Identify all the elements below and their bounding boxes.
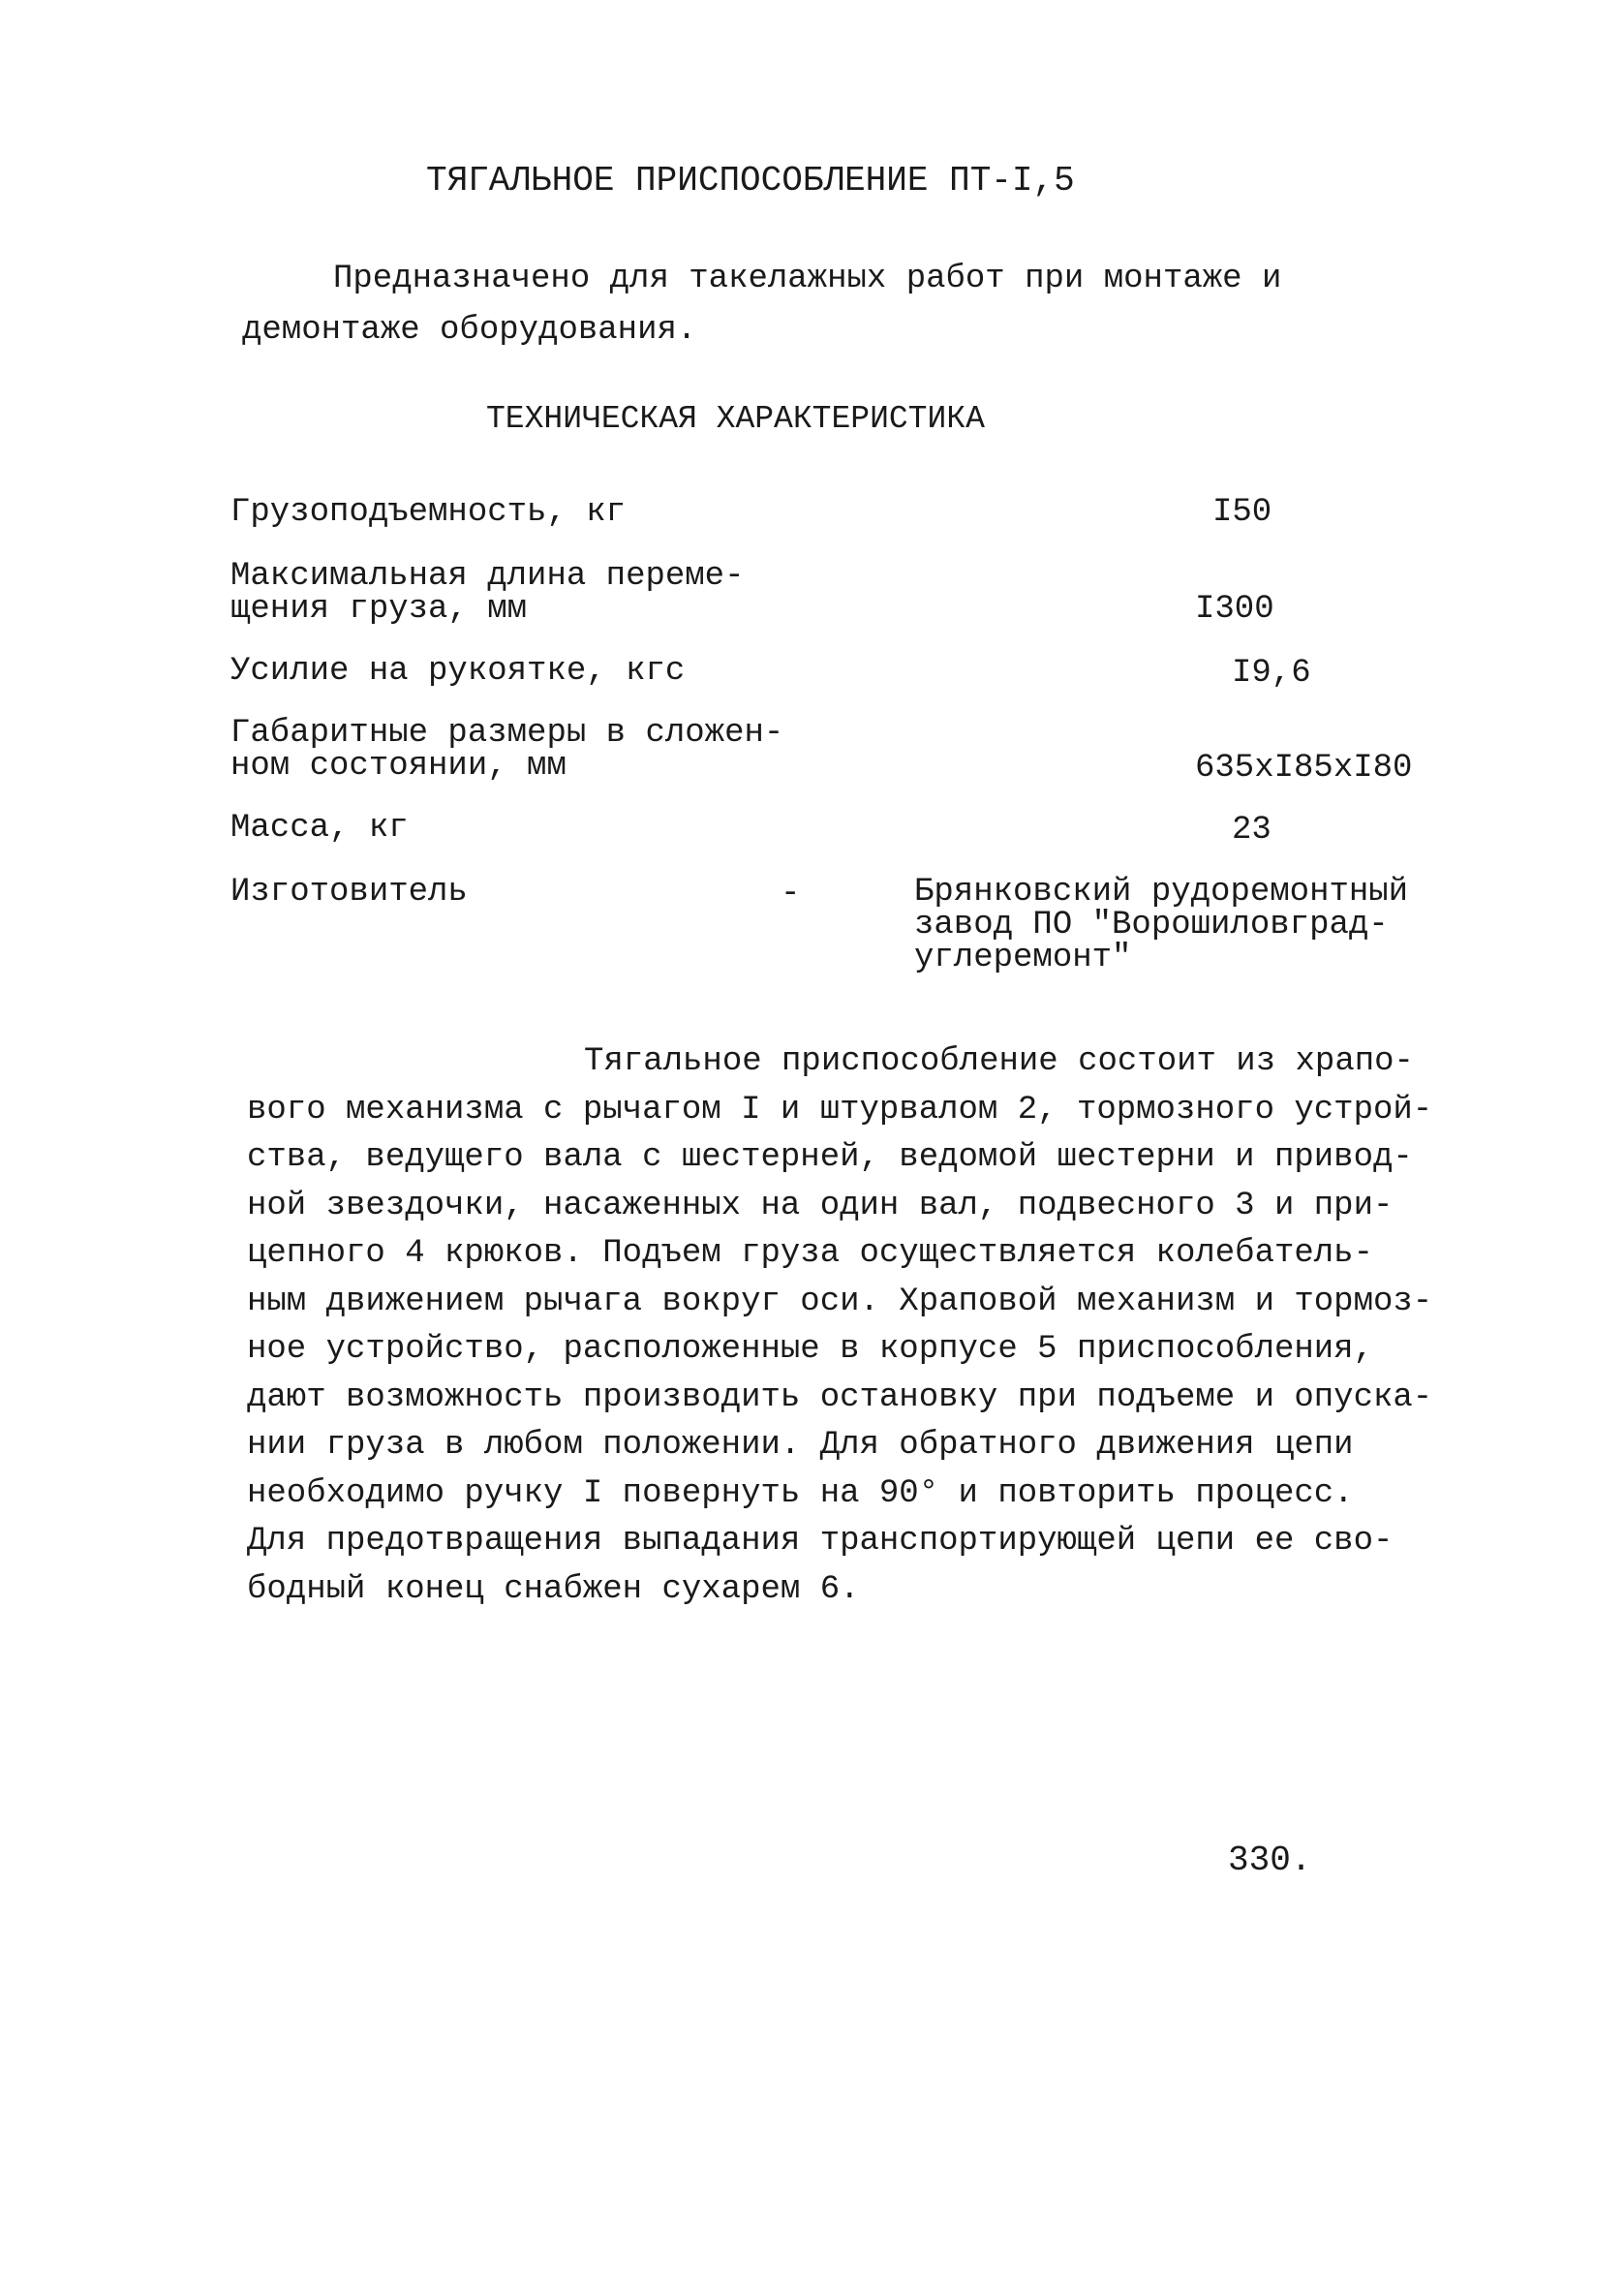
description-line: Тягальное приспособление состоит из храпо- — [584, 1043, 1414, 1080]
manufacturer-value: Брянковский рудоремонтный завод ПО "Ворошиловград- углеремонт" — [914, 874, 1409, 976]
intro-line-1: Предназначено для такелажных работ при монтаже и — [333, 261, 1282, 297]
description-line: цепного 4 крюков. Подъем груза осуществляется колебатель- — [247, 1235, 1373, 1272]
intro-paragraph — [242, 254, 1356, 356]
spec-dash: - — [781, 876, 801, 913]
spec-label: Усилие на рукоятке, кгс — [230, 653, 686, 690]
description-line: ной звездочки, насаженных на один вал, подвесного 3 и при- — [247, 1187, 1394, 1224]
intro-line-2: демонтаже оборудования. — [242, 312, 697, 349]
spec-value: 23 — [1232, 812, 1272, 849]
page-number: 330. — [1228, 1840, 1312, 1880]
description-line: ным движением рычага вокруг оси. Храповой механизм и тормоз- — [247, 1283, 1433, 1320]
description-line: ства, ведущего вала с шестерней, ведомой шестерни и привод- — [247, 1139, 1413, 1176]
spec-value: I50 — [1212, 494, 1272, 531]
specs-heading: ТЕХНИЧЕСКАЯ ХАРАКТЕРИСТИКА — [486, 401, 985, 437]
spec-label: Габаритные размеры в сложен- ном состоянии, мм — [230, 715, 784, 785]
spec-value: 635хI85хI80 — [1195, 750, 1413, 787]
spec-value: I9,6 — [1232, 655, 1311, 692]
description-line: бодный конец снабжен сухарем 6. — [247, 1570, 860, 1608]
spec-value: I300 — [1195, 591, 1274, 628]
description-line: вого механизма с рычагом I и штурвалом 2, тормозного устрой- — [247, 1091, 1433, 1129]
description-line: Для предотвращения выпадания транспортирующей цепи ее сво- — [247, 1523, 1394, 1560]
spec-label: Максимальная длина переме- щения груза, мм — [230, 558, 745, 628]
document-title: ТЯГАЛЬНОЕ ПРИСПОСОБЛЕНИЕ ПТ-I,5 — [426, 161, 1075, 201]
description-line: ное устройство, расположенные в корпусе 5 приспособления, — [247, 1331, 1373, 1368]
spec-label: Изготовитель — [230, 874, 468, 911]
description-line: нии груза в любом положении. Для обратного движения цепи — [247, 1427, 1354, 1464]
spec-label: Грузоподъемность, кг — [230, 494, 627, 531]
description-paragraph — [247, 1038, 1438, 1614]
description-line: дают возможность производить остановку при подъеме и опуска- — [247, 1378, 1433, 1416]
spec-label: Масса, кг — [230, 810, 409, 847]
description-line: необходимо ручку I повернуть на 90° и повторить процесс. — [247, 1474, 1354, 1512]
